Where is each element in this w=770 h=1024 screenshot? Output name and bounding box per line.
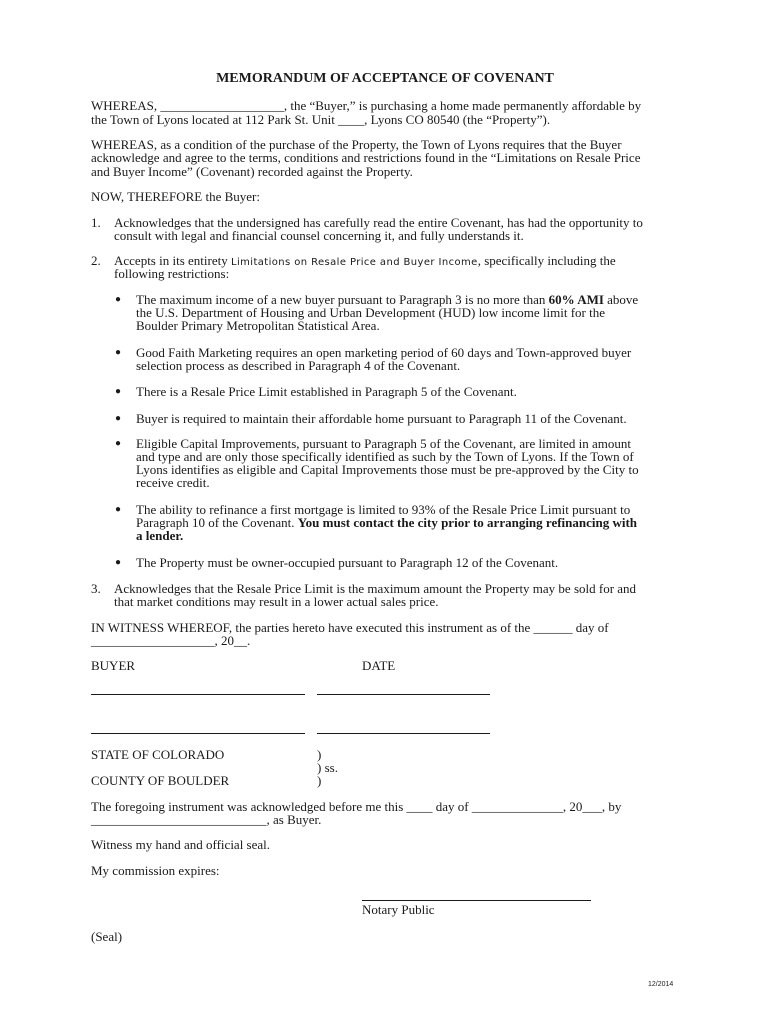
date-signature-line-2[interactable] <box>317 733 490 734</box>
bullet-3-line-1: There is a Resale Price Limit established in Paragraph 5 of the Covenant. <box>136 384 517 399</box>
item-2-text-c: , specifically including the <box>477 253 616 268</box>
notary-signature-line[interactable] <box>362 900 591 901</box>
witness-line-2: ___________________, 20__. <box>91 633 251 648</box>
covenant-title-reference: Limitations on Resale Price and Buyer Income <box>230 257 478 268</box>
bullet-icon: ● <box>115 386 122 397</box>
bullet-icon: ● <box>115 504 122 515</box>
witness-line-1: IN WITNESS WHEREOF, the parties hereto have executed this instrument as of the ______ day of <box>91 620 609 635</box>
bullet-6-text-a: Paragraph 10 of the Covenant. <box>136 515 298 530</box>
date-label: DATE <box>362 658 396 673</box>
now-therefore: NOW, THEREFORE the Buyer: <box>91 189 260 204</box>
item-1-line-1: Acknowledges that the undersigned has carefully read the entire Covenant, has had the opportunity to <box>114 215 643 230</box>
bullet-6-line-3: a lender. <box>136 528 184 543</box>
buyer-label: BUYER <box>91 658 136 673</box>
buyer-signature-line-2[interactable] <box>91 733 305 734</box>
notary-public-label: Notary Public <box>362 902 435 917</box>
acknowledgment-line-1: The foregoing instrument was acknowledged before me this ____ day of ______________, 20___, by <box>91 799 622 814</box>
venue-paren-2: ) <box>317 773 322 788</box>
bullet-icon: ● <box>115 294 122 305</box>
item-3-line-1: Acknowledges that the Resale Price Limit is the maximum amount the Property may be sold for and <box>114 581 637 596</box>
item-3-line-2: that market conditions may result in a lower actual sales price. <box>114 594 439 609</box>
bullet-7-line-1: The Property must be owner-occupied pursuant to Paragraph 12 of the Covenant. <box>136 555 559 570</box>
refinance-warning: You must contact the city prior to arranging refinancing with <box>297 515 638 530</box>
bullet-1-text-a: The maximum income of a new buyer pursuant to Paragraph 3 is no more than <box>136 292 549 307</box>
bullet-6-line-1: The ability to refinance a first mortgage is limited to 93% of the Resale Price Limit pursuant to <box>136 502 631 517</box>
item-2-line-2: following restrictions: <box>114 266 230 281</box>
document-title: MEMORANDUM OF ACCEPTANCE OF COVENANT <box>216 71 554 86</box>
county-of-boulder: COUNTY OF BOULDER <box>91 773 230 788</box>
buyer-signature-line-1[interactable] <box>91 694 305 695</box>
date-signature-line-1[interactable] <box>317 694 490 695</box>
bullet-5-line-2: and type and are only those specifically identified as such by the Town of Lyons. If the Town of <box>136 449 634 464</box>
whereas-buyer-line-1: WHEREAS, ___________________, the “Buyer,” is purchasing a home made permanently affordable by <box>91 98 642 113</box>
bullet-5-line-4: receive credit. <box>136 475 210 490</box>
seal-label: (Seal) <box>91 929 123 944</box>
whereas-condition-line-2: acknowledge and agree to the terms, conditions and restrictions found in the “Limitations on Resale Price <box>91 150 641 165</box>
whereas-condition-line-3: and Buyer Income” (Covenant) recorded against the Property. <box>91 164 413 179</box>
bullet-2-line-2: selection process as described in Paragraph 4 of the Covenant. <box>136 358 461 373</box>
revision-date: 12/2014 <box>648 981 674 988</box>
state-of-colorado: STATE OF COLORADO <box>91 747 225 762</box>
bullet-icon: ● <box>115 347 122 358</box>
item-3-number: 3. <box>91 581 101 596</box>
acknowledgment-line-2: ___________________________, as Buyer. <box>91 812 322 827</box>
bullet-icon: ● <box>115 557 122 568</box>
bullet-6-line-2 <box>136 516 637 530</box>
bullet-1-line-2: the U.S. Department of Housing and Urban Development (HUD) low income limit for the <box>136 305 605 320</box>
bullet-icon: ● <box>115 438 122 449</box>
item-2-text-a: Accepts in its entirety <box>114 253 231 268</box>
bullet-1-line-3: Boulder Primary Metropolitan Statistical Area. <box>136 318 380 333</box>
whereas-buyer-line-2: the Town of Lyons located at 112 Park St. Unit ____, Lyons CO 80540 (the “Property”). <box>91 112 551 127</box>
bullet-4-line-1: Buyer is required to maintain their affordable home pursuant to Paragraph 11 of the Covenant. <box>136 411 627 426</box>
item-1-line-2: consult with legal and financial counsel concerning it, and fully understands it. <box>114 228 524 243</box>
item-1-number: 1. <box>91 215 101 230</box>
bullet-5-line-1: Eligible Capital Improvements, pursuant to Paragraph 5 of the Covenant, are limited in amount <box>136 436 631 451</box>
commission-expires: My commission expires: <box>91 863 220 878</box>
bullet-1-text-c: above <box>603 292 639 307</box>
witness-hand-seal: Witness my hand and official seal. <box>91 837 271 852</box>
venue-paren-1: ) <box>317 747 322 762</box>
whereas-condition-line-1: WHEREAS, as a condition of the purchase of the Property, the Town of Lyons requires that the Buyer <box>91 137 622 152</box>
ami-limit: 60% AMI <box>548 292 604 307</box>
venue-ss: ) ss. <box>317 760 338 775</box>
bullet-icon: ● <box>115 413 122 424</box>
bullet-2-line-1: Good Faith Marketing requires an open marketing period of 60 days and Town-approved buyer <box>136 345 632 360</box>
item-2-number: 2. <box>91 253 101 268</box>
bullet-5-line-3: Lyons identifies as eligible and Capital Improvements those must be pre-approved by the City to <box>136 462 639 477</box>
